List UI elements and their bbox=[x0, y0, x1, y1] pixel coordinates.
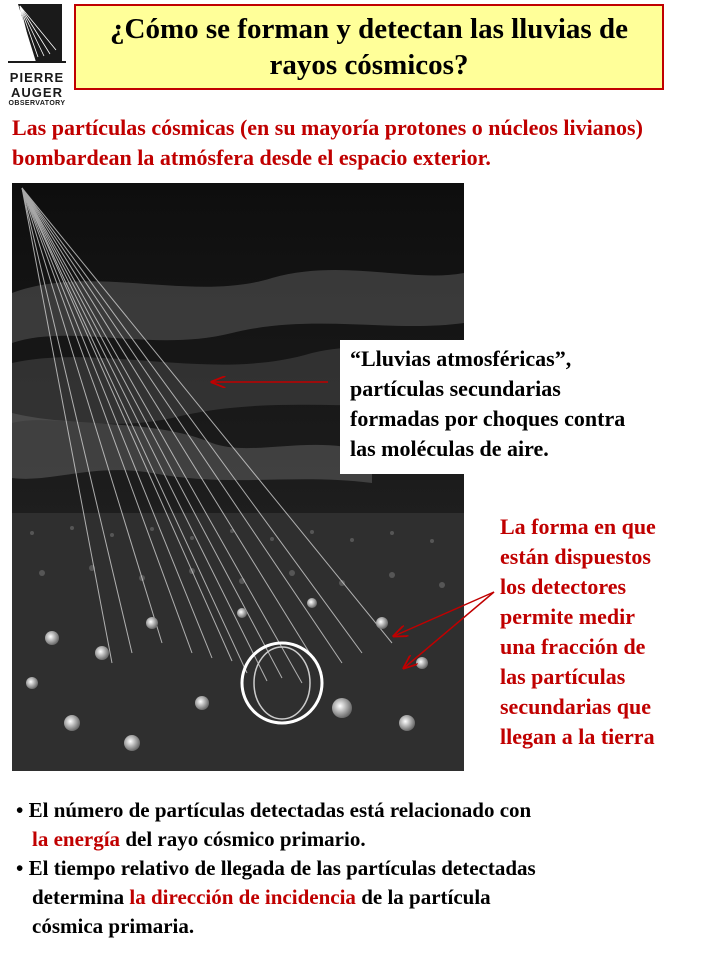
callout-line: las moléculas de aire. bbox=[350, 436, 549, 461]
bullet-text: El número de partículas detectadas está relacionado con bbox=[28, 798, 532, 822]
callout-line: formadas por choques contra bbox=[350, 406, 626, 431]
detector-arrow-icon bbox=[394, 592, 494, 636]
detector-note-line: secundarias que bbox=[500, 694, 651, 719]
bullet-item-continuation bbox=[16, 883, 716, 912]
highlight-direction: la dirección de incidencia bbox=[129, 885, 356, 909]
page-title: ¿Cómo se forman y detectan las lluvias de rayos cósmicos? bbox=[110, 13, 628, 81]
detector-note-line: una fracción de bbox=[500, 634, 646, 659]
bullet-text: cósmica primaria. bbox=[32, 914, 195, 938]
logo-text-observatory: OBSERVATORY bbox=[8, 100, 66, 107]
detector-note-line: permite medir bbox=[500, 604, 635, 629]
detector-note-line: La forma en que bbox=[500, 514, 656, 539]
bullet-item bbox=[16, 796, 716, 825]
detector-note-line: los detectores bbox=[500, 574, 627, 599]
callout-line: partículas secundarias bbox=[350, 376, 561, 401]
detector-note-line: están dispuestos bbox=[500, 544, 651, 569]
logo-text-auger: AUGER bbox=[11, 85, 63, 100]
bullet-text: determina bbox=[32, 885, 125, 909]
bullet-text: de la partícula bbox=[361, 885, 491, 909]
logo-text-pierre: PIERRE bbox=[9, 70, 65, 85]
bullet-item-continuation bbox=[16, 912, 716, 941]
highlight-energy: la energía bbox=[32, 827, 121, 851]
bullet-text: del rayo cósmico primario. bbox=[125, 827, 366, 851]
bullet-list bbox=[16, 796, 716, 941]
bullet-marker: • bbox=[16, 798, 24, 822]
bullet-item-continuation bbox=[16, 825, 716, 854]
bullet-marker: • bbox=[16, 856, 24, 880]
detector-arrow-icon bbox=[404, 592, 494, 668]
callout-line: “Lluvias atmosféricas”, bbox=[350, 346, 572, 371]
detector-note-line: llegan a la tierra bbox=[500, 724, 655, 749]
bullet-text: El tiempo relativo de llegada de las partículas detectadas bbox=[28, 856, 536, 880]
detector-note-line: las partículas bbox=[500, 664, 626, 689]
intro-text: Las partículas cósmicas (en su mayoría protones o núcleos livianos) bombardean la atmósfera desde el espacio exterior. bbox=[12, 115, 643, 170]
bullet-item bbox=[16, 854, 716, 883]
